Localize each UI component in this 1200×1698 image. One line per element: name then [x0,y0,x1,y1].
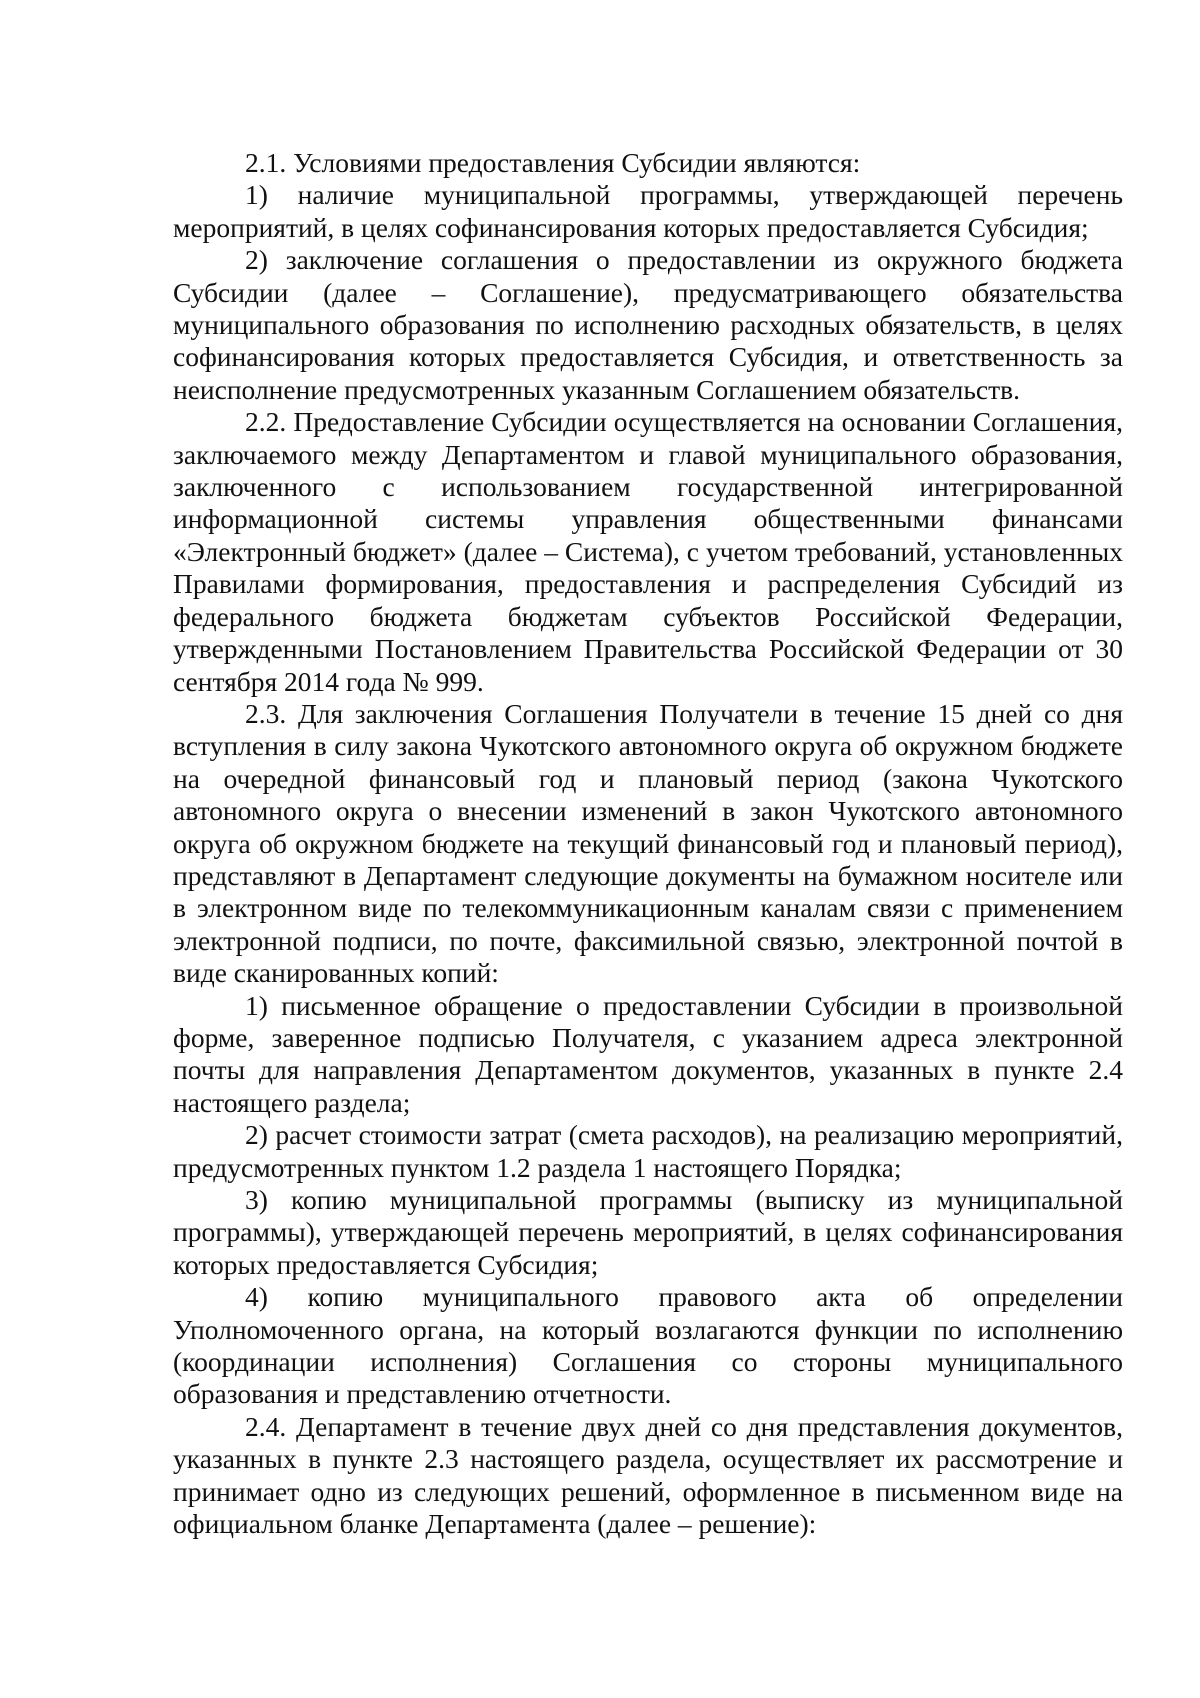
paragraph-2-2-agreement: 2.2. Предоставление Субсидии осуществляется на основании Соглашения, заключаемого между Департаментом и главой муниципального образования, заключенного с использованием государственной интегрированной информационной системы управления общественными финансами «Электронный бюджет» (далее – Система), с учетом требований, установленных Правилами формирования, предоставления и распределения Субсидий из федерального бюджета бюджетам субъектов Российской Федерации, утвержденными Постановлением Правительства Российской Федерации от 30 сентября 2014 года № 999. [173,406,1123,697]
paragraph-condition-1: 1) наличие муниципальной программы, утверждающей перечень мероприятий, в целях софинансирования которых предоставляется Субсидия; [173,179,1123,243]
paragraph-document-2: 2) расчет стоимости затрат (смета расходов), на реализацию мероприятий, предусмотренных пунктом 1.2 раздела 1 настоящего Порядка; [173,1119,1123,1183]
paragraph-2-1-conditions: 2.1. Условиями предоставления Субсидии являются: [245,147,861,178]
paragraph-2-4-decision: 2.4. Департамент в течение двух дней со дня представления документов, указанных в пункте 2.3 настоящего раздела, осуществляет их рассмотрение и принимает одно из следующих решений, оформленное в письменном виде на официальном бланке Департамента (далее – решение): [173,1410,1123,1540]
paragraph-2-3-documents: 2.3. Для заключения Соглашения Получатели в течение 15 дней со дня вступления в силу закона Чукотского автономного округа об окружном бюджете на очередной финансовый год и плановый период (закона Чукотского автономного округа о внесении изменений в закон Чукотского автономного округа об окружном бюджете на текущий финансовый год и плановый период), представляют в Департамент следующие документы на бумажном носителе или в электронном виде по телекоммуникационным каналам связи с применением электронной подписи, по почте, факсимильной связью, электронной почтой в виде сканированных копий: [173,697,1123,989]
paragraph-document-4: 4) копию муниципального правового акта об определении Уполномоченного органа, на который возлагаются функции по исполнению (координации исполнения) Соглашения со стороны муниципального образования и представлению отчетности. [173,1281,1123,1410]
paragraph-condition-2: 2) заключение соглашения о предоставлении из окружного бюджета Субсидии (далее – Соглашение), предусматривающего обязательства муниципального образования по исполнению расходных обязательств, в целях софинансирования которых предоставляется Субсидия, и ответственность за неисполнение предусмотренных указанным Соглашением обязательств. [173,244,1123,405]
document-page [173,147,1123,1540]
paragraph-document-3: 3) копию муниципальной программы (выписку из муниципальной программы), утверждающей перечень мероприятий, в целях софинансирования которых предоставляется Субсидия; [173,1184,1123,1280]
paragraph-document-1: 1) письменное обращение о предоставлении Субсидии в произвольной форме, заверенное подписью Получателя, с указанием адреса электронной почты для направления Департаментом документов, указанных в пункте 2.4 настоящего раздела; [173,989,1123,1118]
